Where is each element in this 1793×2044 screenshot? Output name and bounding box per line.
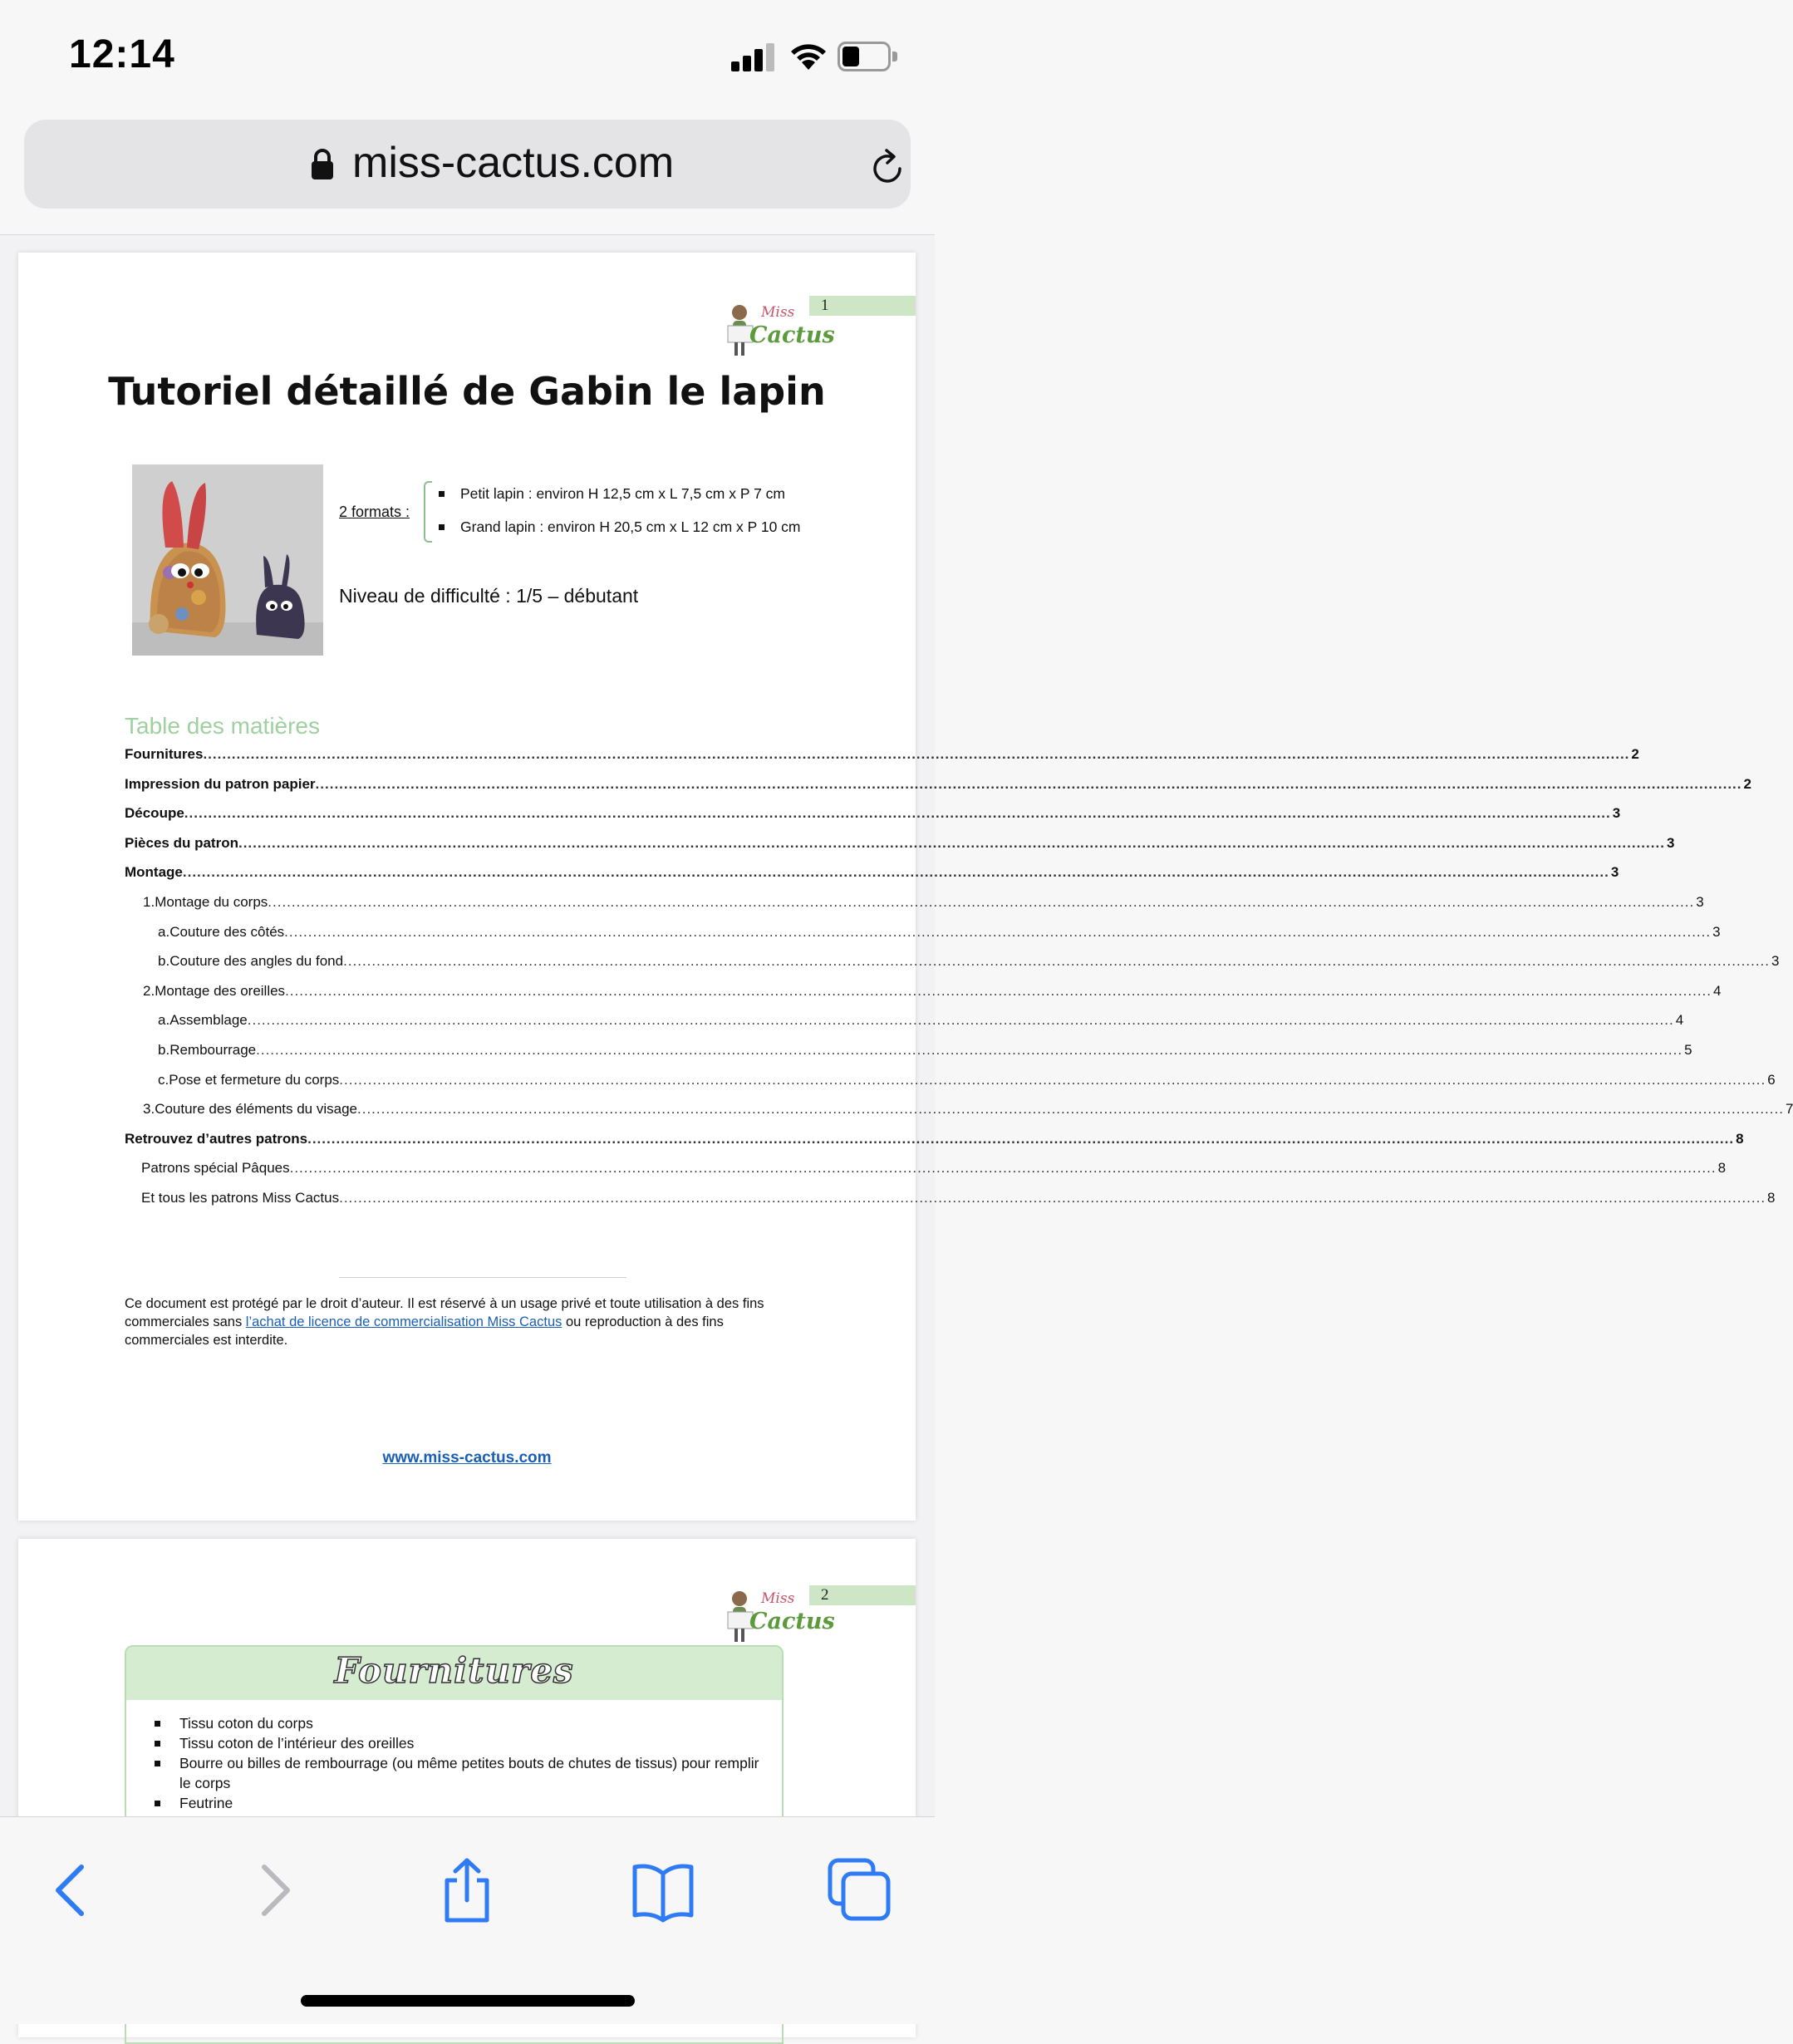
toc-entry-number: c.	[158, 1071, 169, 1088]
toc-entry-number: b.	[158, 953, 170, 970]
toc-entry-page: 3	[1696, 893, 1704, 910]
miss-cactus-logo	[725, 1587, 835, 1647]
format-item-small: Petit lapin : environ H 12,5 cm x L 7,5 cm x P 7 cm	[460, 485, 785, 502]
toc-entry-page: 8	[1717, 1160, 1727, 1177]
wifi-icon	[789, 40, 828, 71]
cellular-signal-icon	[731, 42, 776, 71]
toc-entry[interactable]	[125, 1041, 1692, 1072]
toc-entry-number: 1.	[143, 893, 155, 910]
difficulty-level: Niveau de difficulté : 1/5 – débutant	[339, 585, 639, 607]
toc-entry-label: Et tous les patrons Miss Cactus	[141, 1189, 340, 1206]
toc-entry-number: b.	[158, 1041, 170, 1058]
toc-entry[interactable]	[125, 982, 1722, 1013]
toc-entry-label: Assemblage	[169, 1012, 248, 1029]
home-indicator	[301, 1995, 635, 2007]
toc-dot-leader: ............................................................................................................................................................................................................................................................................................................	[256, 1041, 1683, 1058]
toc-entry-page: 3	[1712, 923, 1721, 940]
miss-cactus-logo	[725, 301, 835, 361]
supplies-item: Feutrine	[179, 1793, 761, 1813]
toc-entry-number: 3.	[143, 1101, 155, 1118]
toc-entry-label: Couture des côtés	[169, 923, 285, 940]
toc-entry-page: 6	[1767, 1071, 1776, 1088]
toc-dot-leader: ............................................................................................................................................................................................................................................................................................................	[285, 982, 1712, 999]
back-icon[interactable]	[40, 1857, 106, 1924]
page-number: 2	[809, 1585, 916, 1605]
supplies-list	[179, 1713, 761, 1833]
toc-dot-leader: ............................................................................................................................................................................................................................................................................................................	[339, 1189, 1766, 1206]
toc-entry-page: 3	[1610, 864, 1619, 881]
toc-dot-leader: ............................................................................................................................................................................................................................................................................................................	[247, 1012, 1674, 1029]
supplies-item: Tissu coton de l’intérieur des oreilles	[179, 1733, 761, 1753]
address-bar[interactable]	[24, 120, 911, 209]
status-bar	[0, 0, 935, 112]
toc-entry-label: Pose et fermeture du corps	[169, 1071, 340, 1088]
safari-toolbar	[0, 1816, 935, 2024]
toc-entry-page: 3	[1771, 953, 1780, 970]
toc-entry[interactable]	[125, 953, 1780, 983]
toc-entry-page: 5	[1684, 1041, 1692, 1058]
toc-entry[interactable]	[125, 746, 1639, 776]
toc-dot-leader: ............................................................................................................................................................................................................................................................................................................	[357, 1101, 1784, 1118]
toc-entry-label: Pièces du patron	[125, 834, 238, 851]
toc-entry-label: Fournitures	[125, 746, 204, 762]
tabs-icon[interactable]	[827, 1857, 893, 1924]
toc-dot-leader: ............................................................................................................................................................................................................................................................................................................	[339, 1071, 1766, 1088]
toc-entry-page: 3	[1612, 805, 1621, 822]
formats-brace	[424, 481, 432, 543]
toc-dot-leader: ............................................................................................................................................................................................................................................................................................................	[203, 746, 1630, 762]
toc-entry-page: 2	[1743, 775, 1751, 792]
toc-entry-label: Montage	[125, 864, 183, 881]
toc-entry-label: Retrouvez d’autres patrons	[125, 1130, 308, 1147]
toc-dot-leader: ............................................................................................................................................................................................................................................................................................................	[184, 805, 1611, 822]
toc-entry-page: 8	[1767, 1189, 1776, 1206]
website-link[interactable]: www.miss-cactus.com	[382, 1449, 552, 1467]
toc-entry-page: 4	[1675, 1012, 1684, 1029]
logo-text-line1: Miss	[761, 304, 795, 321]
status-time: 12:14	[69, 32, 175, 76]
toc-entry-page: 8	[1736, 1130, 1744, 1147]
toc-entry-label: Couture des angles du fond	[169, 953, 344, 970]
url-text[interactable]: miss-cactus.com	[352, 139, 675, 187]
toc-entry-label: Montage des oreilles	[155, 982, 286, 999]
table-of-contents	[125, 746, 1793, 1220]
toc-entry-page: 7	[1785, 1101, 1793, 1118]
address-bar-area	[0, 112, 935, 235]
supplies-item: Bourre ou billes de rembourrage (ou même petites bouts de chutes de tissus) pour remplir le corps	[179, 1753, 761, 1793]
toc-entry-label: Impression du patron papier	[125, 775, 316, 792]
toc-entry-label: Couture des éléments du visage	[155, 1101, 357, 1118]
toc-entry[interactable]	[125, 1101, 1793, 1131]
document-title: Tutoriel détaillé de Gabin le lapin	[108, 369, 826, 414]
toc-entry-page: 3	[1666, 834, 1675, 851]
supplies-header	[126, 1647, 782, 1700]
toc-entry[interactable]	[125, 805, 1621, 835]
license-link[interactable]: l’achat de licence de commercialisation Miss Cactus	[245, 1314, 562, 1329]
toc-dot-leader: ............................................................................................................................................................................................................................................................................................................	[284, 923, 1712, 940]
copyright-text-end: ou reproduction à des fins commerciales est interdite.	[125, 1314, 724, 1348]
toc-entry-label: Patrons spécial Pâques	[141, 1160, 290, 1177]
copyright-notice	[125, 1295, 806, 1349]
toc-entry-number: 2.	[143, 982, 155, 999]
reload-icon[interactable]	[867, 148, 908, 189]
toc-entry[interactable]	[125, 834, 1675, 865]
supplies-item: Tissu coton du corps	[179, 1713, 761, 1733]
battery-icon	[838, 42, 897, 71]
logo-text-line1: Miss	[761, 1590, 795, 1607]
toc-entry-label: Rembourrage	[169, 1041, 257, 1058]
toc-entry-page: 2	[1631, 746, 1639, 762]
toc-entry[interactable]	[125, 1189, 1776, 1220]
toc-entry-label: Montage du corps	[155, 893, 268, 910]
toc-dot-leader: ............................................................................................................................................................................................................................................................................................................	[238, 834, 1665, 851]
document-page-1	[18, 253, 1793, 1521]
toc-title: Table des matières	[125, 713, 321, 739]
footnote-separator	[339, 1277, 626, 1278]
formats-label: 2 formats :	[339, 504, 410, 520]
toc-dot-leader: ............................................................................................................................................................................................................................................................................................................	[268, 893, 1695, 910]
share-icon[interactable]	[434, 1857, 500, 1924]
toc-dot-leader: ............................................................................................................................................................................................................................................................................................................	[289, 1160, 1717, 1177]
logo-text-line2: Cactus	[749, 1609, 835, 1634]
toc-dot-leader: ............................................................................................................................................................................................................................................................................................................	[315, 775, 1742, 792]
forward-icon[interactable]	[239, 1857, 306, 1924]
bookmarks-icon[interactable]	[630, 1857, 696, 1924]
toc-entry[interactable]	[125, 864, 1619, 894]
toc-entry[interactable]	[125, 1071, 1776, 1102]
lock-icon	[310, 148, 335, 181]
toc-entry[interactable]	[125, 1160, 1727, 1190]
bunny-illustration-icon	[132, 464, 323, 656]
toc-entry-number: a.	[158, 1012, 170, 1029]
toc-entry[interactable]	[125, 1012, 1684, 1042]
page-number: 1	[809, 296, 916, 316]
format-item-large: Grand lapin : environ H 20,5 cm x L 12 cm x P 10 cm	[460, 518, 801, 535]
toc-entry-page: 4	[1713, 982, 1722, 999]
toc-entry[interactable]	[125, 775, 1751, 806]
copyright-text-start: Ce document est protégé par le droit d’auteur. Il est réservé à un usage privé et toute utilisation à des fins commerciales sans	[125, 1296, 764, 1329]
bunny-photo	[132, 464, 323, 656]
toc-entry-number: a.	[158, 923, 170, 940]
logo-text-line2: Cactus	[749, 322, 835, 348]
toc-entry-label: Découpe	[125, 805, 184, 822]
toc-entry[interactable]	[125, 1130, 1744, 1161]
toc-dot-leader: ............................................................................................................................................................................................................................................................................................................	[343, 953, 1771, 970]
toc-dot-leader: ............................................................................................................................................................................................................................................................................................................	[182, 864, 1609, 881]
toc-entry[interactable]	[125, 923, 1721, 954]
toc-entry[interactable]	[125, 893, 1704, 924]
supplies-title: Fournitures	[334, 1650, 574, 1691]
toc-dot-leader: ............................................................................................................................................................................................................................................................................................................	[307, 1130, 1735, 1147]
